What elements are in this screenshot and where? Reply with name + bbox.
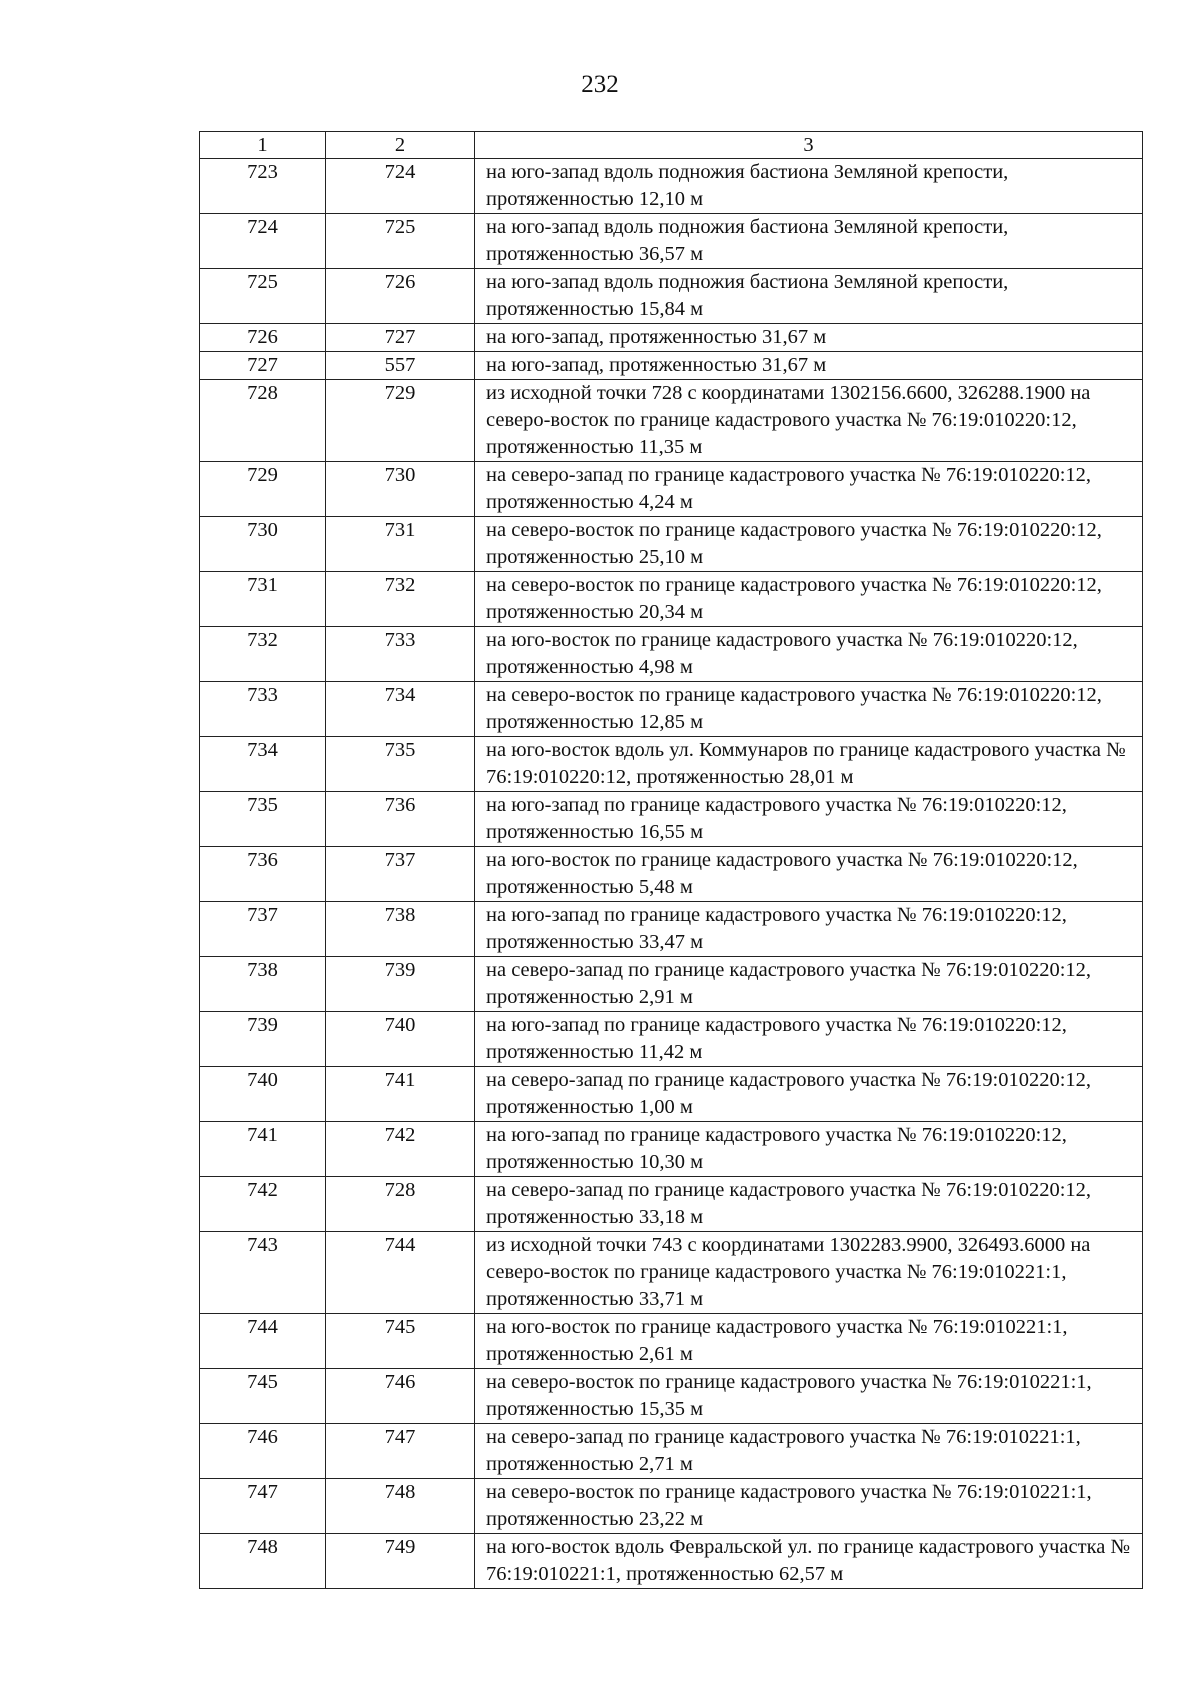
- table-row: [200, 572, 1143, 627]
- table-row: [200, 627, 1143, 682]
- cell-description: на северо-запад по границе кадастрового участка № 76:19:010221:1, протяженностью 2,71 м: [475, 1424, 1143, 1479]
- cell-to-point: 740: [326, 1012, 475, 1067]
- cell-description: на юго-восток по границе кадастрового участка № 76:19:010220:12, протяженностью 5,48 м: [475, 847, 1143, 902]
- cell-description: на северо-восток по границе кадастрового участка № 76:19:010221:1, протяженностью 15,35 м: [475, 1369, 1143, 1424]
- cell-description: из исходной точки 728 с координатами 1302156.6600, 326288.1900 на северо-восток по границе кадастрового участка № 76:19:010220:12, протяженностью 11,35 м: [475, 380, 1143, 462]
- table-row: [200, 792, 1143, 847]
- cell-to-point: 557: [326, 352, 475, 380]
- cell-description: на юго-восток вдоль ул. Коммунаров по границе кадастрового участка № 76:19:010220:12, протяженностью 28,01 м: [475, 737, 1143, 792]
- cell-from-point: 739: [200, 1012, 326, 1067]
- cell-to-point: 742: [326, 1122, 475, 1177]
- column-header-description: 3: [475, 132, 1143, 159]
- cell-to-point: 741: [326, 1067, 475, 1122]
- cell-description: на северо-запад по границе кадастрового участка № 76:19:010220:12, протяженностью 2,91 м: [475, 957, 1143, 1012]
- cell-from-point: 742: [200, 1177, 326, 1232]
- column-header-to-point: 2: [326, 132, 475, 159]
- cell-to-point: 733: [326, 627, 475, 682]
- cell-description: из исходной точки 743 с координатами 1302283.9900, 326493.6000 на северо-восток по границе кадастрового участка № 76:19:010221:1, протяженностью 33,71 м: [475, 1232, 1143, 1314]
- cell-to-point: 730: [326, 462, 475, 517]
- cell-to-point: 732: [326, 572, 475, 627]
- cell-description: на юго-восток по границе кадастрового участка № 76:19:010221:1, протяженностью 2,61 м: [475, 1314, 1143, 1369]
- cell-from-point: 741: [200, 1122, 326, 1177]
- table-row: [200, 957, 1143, 1012]
- cell-description: на северо-восток по границе кадастрового участка № 76:19:010220:12, протяженностью 25,10 м: [475, 517, 1143, 572]
- table-body: [200, 159, 1143, 1589]
- cell-from-point: 730: [200, 517, 326, 572]
- table-row: [200, 1424, 1143, 1479]
- table-row: [200, 324, 1143, 352]
- cell-description: на юго-запад по границе кадастрового участка № 76:19:010220:12, протяженностью 10,30 м: [475, 1122, 1143, 1177]
- cell-from-point: 737: [200, 902, 326, 957]
- cell-from-point: 726: [200, 324, 326, 352]
- cell-to-point: 736: [326, 792, 475, 847]
- cell-description: на северо-запад по границе кадастрового участка № 76:19:010220:12, протяженностью 1,00 м: [475, 1067, 1143, 1122]
- cell-from-point: 725: [200, 269, 326, 324]
- cell-to-point: 745: [326, 1314, 475, 1369]
- cell-to-point: 748: [326, 1479, 475, 1534]
- table-row: [200, 1232, 1143, 1314]
- cell-from-point: 740: [200, 1067, 326, 1122]
- cell-from-point: 743: [200, 1232, 326, 1314]
- table-row: [200, 1369, 1143, 1424]
- cell-description: на юго-восток по границе кадастрового участка № 76:19:010220:12, протяженностью 4,98 м: [475, 627, 1143, 682]
- table-row: [200, 1534, 1143, 1589]
- table-row: [200, 1122, 1143, 1177]
- cell-to-point: 731: [326, 517, 475, 572]
- cell-description: на юго-запад по границе кадастрового участка № 76:19:010220:12, протяженностью 11,42 м: [475, 1012, 1143, 1067]
- table-row: [200, 1177, 1143, 1232]
- cell-from-point: 735: [200, 792, 326, 847]
- cell-from-point: 744: [200, 1314, 326, 1369]
- column-header-from-point: 1: [200, 132, 326, 159]
- table-row: [200, 1067, 1143, 1122]
- cell-description: на юго-запад, протяженностью 31,67 м: [475, 324, 1143, 352]
- cell-description: на северо-восток по границе кадастрового участка № 76:19:010220:12, протяженностью 12,85 м: [475, 682, 1143, 737]
- cell-description: на юго-запад вдоль подножия бастиона Земляной крепости, протяженностью 36,57 м: [475, 214, 1143, 269]
- cell-description: на северо-восток по границе кадастрового участка № 76:19:010221:1, протяженностью 23,22 м: [475, 1479, 1143, 1534]
- cell-description: на юго-восток вдоль Февральской ул. по границе кадастрового участка № 76:19:010221:1, протяженностью 62,57 м: [475, 1534, 1143, 1589]
- cell-to-point: 738: [326, 902, 475, 957]
- cell-to-point: 728: [326, 1177, 475, 1232]
- cell-from-point: 748: [200, 1534, 326, 1589]
- table-row: [200, 214, 1143, 269]
- cell-to-point: 725: [326, 214, 475, 269]
- cell-from-point: 729: [200, 462, 326, 517]
- cell-description: на юго-запад по границе кадастрового участка № 76:19:010220:12, протяженностью 16,55 м: [475, 792, 1143, 847]
- cell-description: на юго-запад, протяженностью 31,67 м: [475, 352, 1143, 380]
- table-row: [200, 1479, 1143, 1534]
- table-row: [200, 847, 1143, 902]
- cell-to-point: 744: [326, 1232, 475, 1314]
- cell-from-point: 746: [200, 1424, 326, 1479]
- cell-to-point: 739: [326, 957, 475, 1012]
- page-number: 232: [581, 71, 619, 98]
- cell-to-point: 747: [326, 1424, 475, 1479]
- cell-to-point: 726: [326, 269, 475, 324]
- cell-from-point: 747: [200, 1479, 326, 1534]
- cell-description: на северо-запад по границе кадастрового участка № 76:19:010220:12, протяженностью 33,18 м: [475, 1177, 1143, 1232]
- table-header: [200, 132, 1143, 159]
- table-row: [200, 1012, 1143, 1067]
- table-row: [200, 682, 1143, 737]
- cell-to-point: 749: [326, 1534, 475, 1589]
- cell-description: на юго-запад вдоль подножия бастиона Земляной крепости, протяженностью 12,10 м: [475, 159, 1143, 214]
- cell-description: на юго-запад по границе кадастрового участка № 76:19:010220:12, протяженностью 33,47 м: [475, 902, 1143, 957]
- cell-from-point: 738: [200, 957, 326, 1012]
- cell-from-point: 731: [200, 572, 326, 627]
- table-row: [200, 737, 1143, 792]
- cell-to-point: 727: [326, 324, 475, 352]
- table-row: [200, 462, 1143, 517]
- table-row: [200, 1314, 1143, 1369]
- table-header-row: [200, 132, 1143, 159]
- cell-from-point: 723: [200, 159, 326, 214]
- cell-to-point: 724: [326, 159, 475, 214]
- boundary-description-table: [199, 131, 1143, 1589]
- cell-from-point: 732: [200, 627, 326, 682]
- table-row: [200, 352, 1143, 380]
- cell-description: на северо-восток по границе кадастрового участка № 76:19:010220:12, протяженностью 20,34 м: [475, 572, 1143, 627]
- table-row: [200, 159, 1143, 214]
- cell-from-point: 745: [200, 1369, 326, 1424]
- table-row: [200, 517, 1143, 572]
- cell-from-point: 724: [200, 214, 326, 269]
- cell-description: на юго-запад вдоль подножия бастиона Земляной крепости, протяженностью 15,84 м: [475, 269, 1143, 324]
- cell-to-point: 729: [326, 380, 475, 462]
- cell-to-point: 746: [326, 1369, 475, 1424]
- cell-from-point: 727: [200, 352, 326, 380]
- cell-from-point: 736: [200, 847, 326, 902]
- cell-from-point: 733: [200, 682, 326, 737]
- table-row: [200, 380, 1143, 462]
- cell-to-point: 737: [326, 847, 475, 902]
- cell-to-point: 734: [326, 682, 475, 737]
- cell-from-point: 734: [200, 737, 326, 792]
- cell-from-point: 728: [200, 380, 326, 462]
- table-row: [200, 269, 1143, 324]
- table-row: [200, 902, 1143, 957]
- cell-description: на северо-запад по границе кадастрового участка № 76:19:010220:12, протяженностью 4,24 м: [475, 462, 1143, 517]
- cell-to-point: 735: [326, 737, 475, 792]
